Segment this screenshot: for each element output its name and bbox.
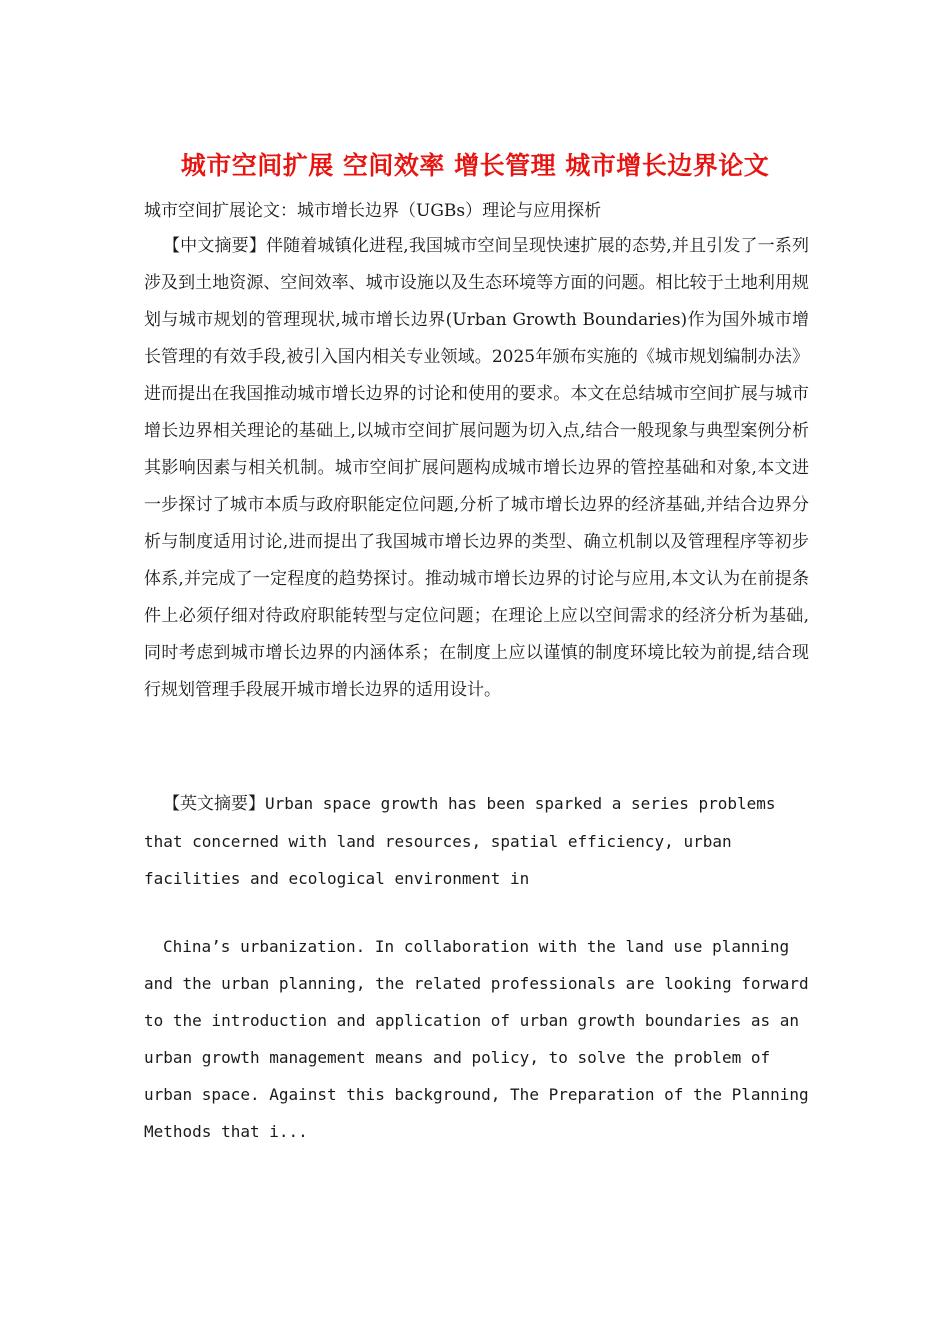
chinese-abstract-text: 伴随着城镇化进程,我国城市空间呈现快速扩展的态势,并且引发了一系列涉及到土地资源、空间效率、城市设施以及生态环境等方面的问题。相比较于土地利用规划与城市规划的管理现状,城市增长边界(Urban Growth Boundaries)作为国外城市增长管理的有效手段,被引入国内相关专业领域。2025年颁布实施的《城市规划编制办法》进而提出在我国推动城市增长边界的讨论和使用的要求。本文在总结城市空间扩展与城市增长边界相关理论的基础上,以城市空间扩展问题为切入点,结合一般现象与典型案例分析其影响因素与相关机制。城市空间扩展问题构成城市增长边界的管控基础和对象,本文进一步探讨了城市本质与政府职能定位问题,分析了城市增长边界的经济基础,并结合边界分析与制度适用讨论,进而提出了我国城市增长边界的类型、确立机制以及管理程序等初步体系,并完成了一定程度的趋势探讨。推动城市增长边界的讨论与应用,本文认为在前提条件上必须仔细对待政府职能转型与定位问题；在理论上应以空间需求的经济分析为基础,同时考虑到城市增长边界的内涵体系；在制度上应以谨慎的制度环境比较为前提,结合现行规划管理手段展开城市增长边界的适用设计。 [144, 236, 810, 700]
chinese-abstract-label: 【中文摘要】 [163, 236, 266, 256]
english-abstract-continuation: China’s urbanization. In collaboration with the land use planning and the urban planning, the related professionals are looking forward to the introduction and application of urban growth boundaries as an urban growth management means and policy, to solve the problem of urban space. Against this background, The Preparation of the Planning Methods that i... [144, 937, 809, 1141]
document-title: 城市空间扩展 空间效率 增长管理 城市增长边界论文 [180, 151, 770, 180]
document-subtitle: 城市空间扩展论文：城市增长边界（UGBs）理论与应用探析 [144, 201, 602, 221]
chinese-abstract [144, 228, 809, 709]
english-abstract-label: 【英文摘要】 [163, 794, 265, 814]
english-abstract [144, 785, 809, 897]
english-abstract-text: Urban space growth has been sparked a series problems that concerned with land resources, spatial efficiency, urban facilities and ecological environment in [144, 794, 776, 888]
